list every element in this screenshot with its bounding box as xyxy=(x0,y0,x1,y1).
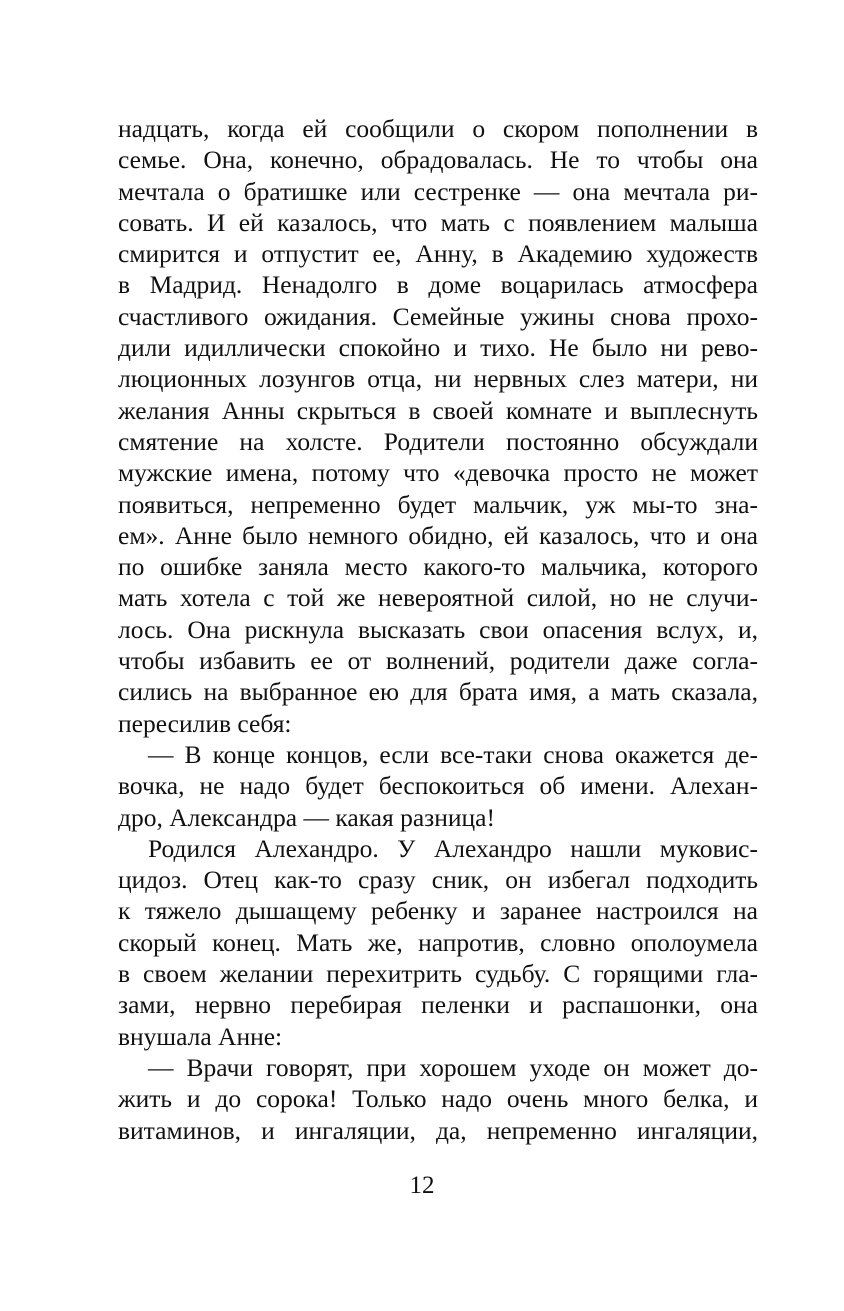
text-line: мужские имена, потому что «девочка просто не может xyxy=(118,458,758,488)
page-number: 12 xyxy=(409,1172,435,1199)
text-line: по ошибке заняла место какого-то мальчика, которого xyxy=(118,552,758,582)
text-line: дили идиллически спокойно и тихо. Не было ни рево- xyxy=(118,333,758,363)
text-line: совать. И ей казалось, что мать с появлением малыша xyxy=(118,207,758,237)
text-line: вочка, не надо будет беспокоиться об имени. Алехан- xyxy=(118,771,758,801)
text-line: чтобы избавить ее от волнений, родители даже согла- xyxy=(118,646,758,676)
text-line: счастливого ожидания. Семейные ужины снова прохо- xyxy=(118,301,758,331)
text-line: внушала Анне: xyxy=(118,1021,283,1051)
text-line: семье. Она, конечно, обрадовалась. Не то чтобы она xyxy=(118,145,758,175)
text-line: надцать, когда ей сообщили о скором пополнении в xyxy=(118,114,758,143)
text-line: зами, нервно перебирая пеленки и распашонки, она xyxy=(118,990,758,1020)
text-line: ем». Анне было немного обидно, ей казалось, что и она xyxy=(118,520,758,550)
text-line: желания Анны скрыться в своей комнате и выплеснуть xyxy=(118,395,758,425)
text-line: к тяжело дышащему ребенку и заранее настроился на xyxy=(118,896,758,926)
text-line: мечтала о братишке или сестренке — она мечтала ри- xyxy=(118,176,758,206)
text-line: в своем желании перехитрить судьбу. С горящими гла- xyxy=(118,959,758,989)
text-line: люционных лозунгов отца, ни нервных слез матери, ни xyxy=(118,364,758,394)
text-line: сились на выбранное ею для брата имя, а мать сказала, xyxy=(118,677,758,707)
text-line: мать хотела с той же невероятной силой, но не случи- xyxy=(118,583,758,613)
text-line: смирится и отпустит ее, Анну, в Академию художеств xyxy=(118,239,758,269)
text-line: цидоз. Отец как-то сразу сник, он избегал подходить xyxy=(118,865,758,895)
body-text xyxy=(118,113,758,1146)
dialogue-line: — В конце концов, если все-таки снова окажется де- xyxy=(148,739,758,769)
paragraph-first-line: Родился Алехандро. У Алехандро нашли муковис- xyxy=(148,833,758,863)
text-line: жить и до сорока! Только надо очень много белка, и xyxy=(118,1084,758,1114)
text-line: смятение на холсте. Родители постоянно обсуждали xyxy=(118,426,758,456)
dialogue-line: — Врачи говорят, при хорошем уходе он может до- xyxy=(148,1052,758,1082)
text-line: лось. Она рискнула высказать свои опасения вслух, и, xyxy=(118,614,758,644)
text-line: появиться, непременно будет мальчик, уж мы-то зна- xyxy=(118,489,758,519)
text-line: дро, Александра — какая разница! xyxy=(118,802,495,832)
text-line: витаминов, и ингаляции, да, непременно ингаляции, xyxy=(118,1115,758,1145)
text-line: в Мадрид. Ненадолго в доме воцарилась атмосфера xyxy=(118,270,758,300)
text-line: пересилив себя: xyxy=(118,708,292,738)
text-line: скорый конец. Мать же, напротив, словно ополоумела xyxy=(118,927,758,957)
